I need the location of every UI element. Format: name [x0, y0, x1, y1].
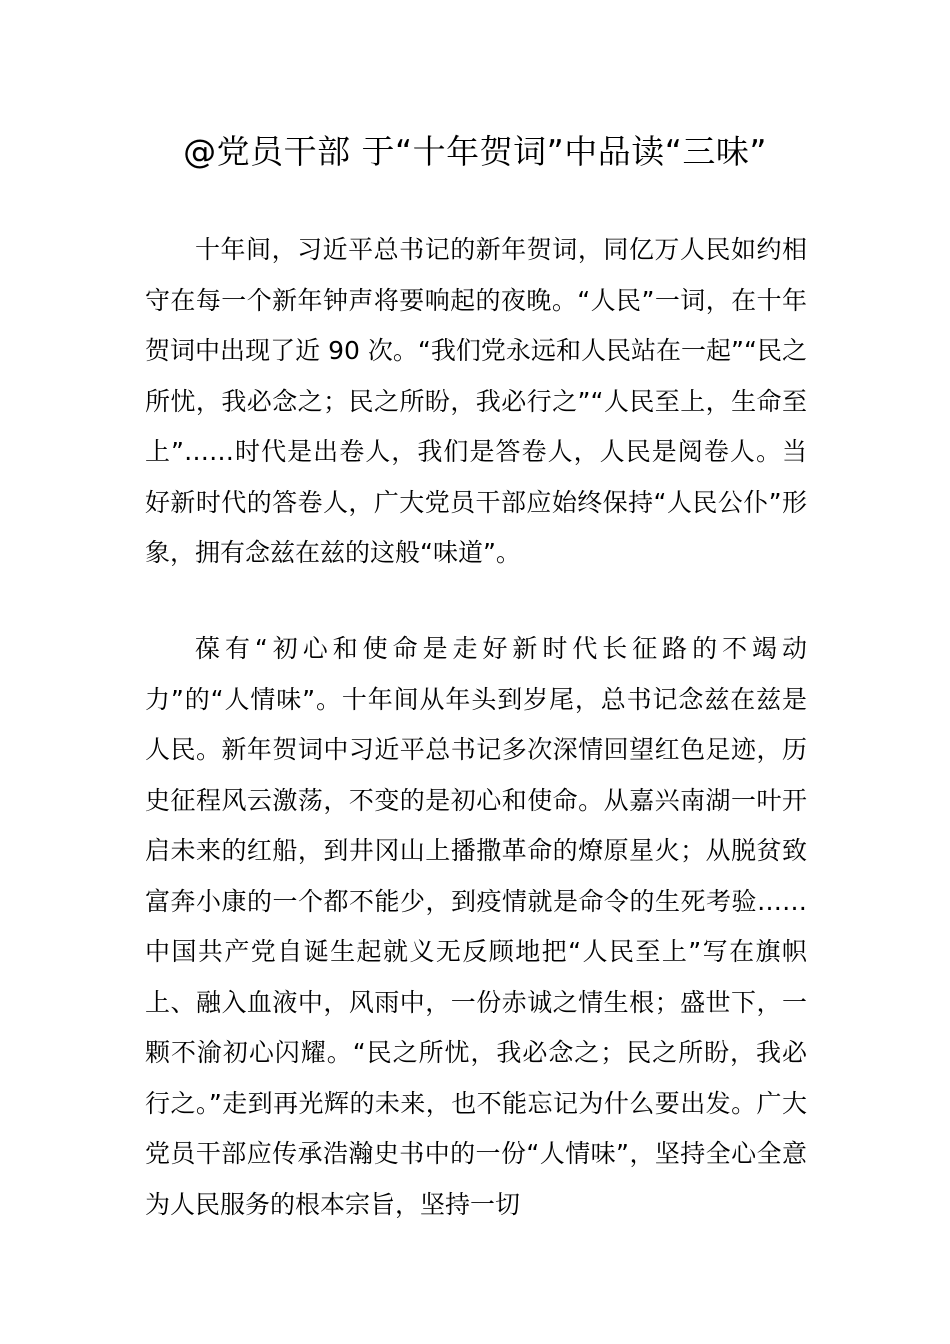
paragraph-intro: 十年间，习近平总书记的新年贺词，同亿万人民如约相守在每一个新年钟声将要响起的夜晚。“人民”一词，在十年贺词中出现了近 90 次。“我们党永远和人民站在一起”“民之所忧，我必念之；民之所盼，我必行之”“人民至上，生命至上”……时代是出卷人，我们是答卷人，人民是阅卷人。当好新时代的答卷人，广大党员干部应始终保持“人民公仆”形象，拥有念兹在兹的这般“味道”。: [145, 235, 807, 567]
document-title: @党员干部 于“十年贺词”中品读“三味”: [183, 132, 767, 171]
paragraph-renqingwei: 葆有“初心和使命是走好新时代长征路的不竭动力”的“人情味”。十年间从年头到岁尾，总书记念兹在兹是人民。新年贺词中习近平总书记多次深情回望红色足迹，历史征程风云激荡，不变的是初心和使命。从嘉兴南湖一叶开启未来的红船，到井冈山上播撒革命的燎原星火；从脱贫致富奔小康的一个都不能少，到疫情就是命令的生死考验……中国共产党自诞生起就义无反顾地把“人民至上”写在旗帜上、融入血液中，风雨中，一份赤诚之情生根；盛世下，一颗不渝初心闪耀。“民之所忧，我必念之；民之所盼，我必行之。”走到再光辉的未来，也不能忘记为什么要出发。广大党员干部应传承浩瀚史书中的一份“人情味”，坚持全心全意为人民服务的根本宗旨，坚持一切: [145, 634, 807, 1219]
